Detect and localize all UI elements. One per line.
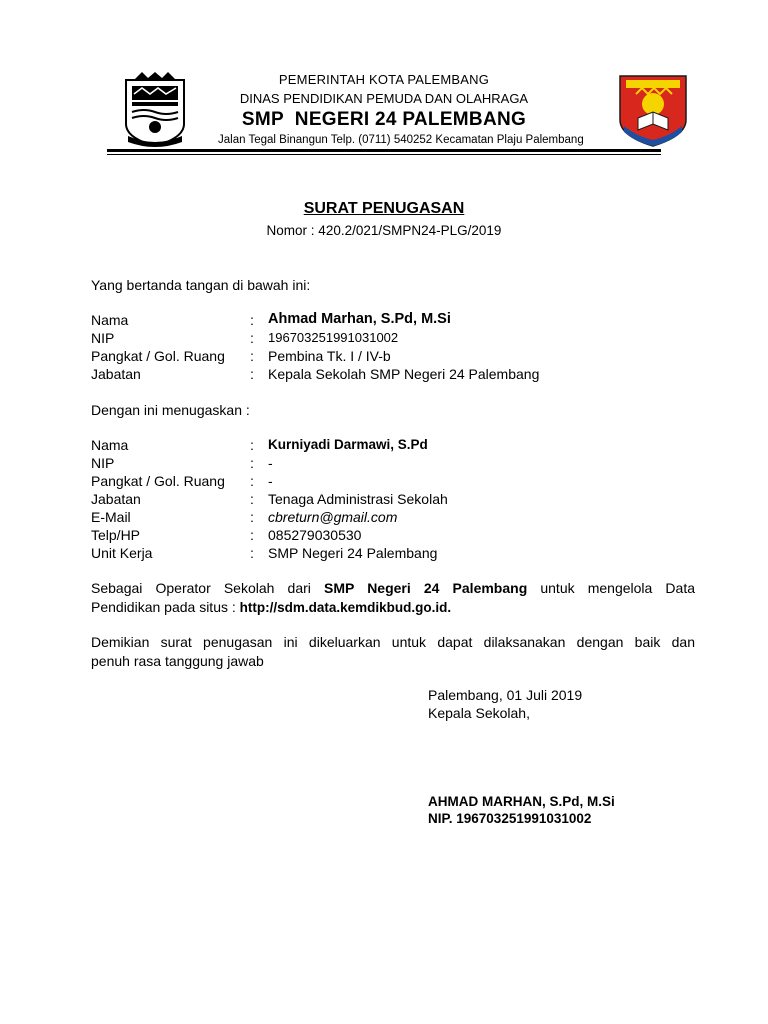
colon: : [250,545,254,561]
assignee-name-label: Nama [91,437,129,453]
letterhead-school-name: SMP NEGERI 24 PALEMBANG [241,109,527,130]
assignee-phone-value: 085279030530 [268,527,362,543]
paragraph-text: Pendidikan pada situs : [91,598,236,615]
assignee-unit-value: SMP Negeri 24 Palembang [268,545,438,561]
closing-paragraph-line: Demikian surat penugasan ini dikeluarkan untuk dapat dilaksanakan dengan baik dan [91,634,695,650]
colon: : [250,366,254,382]
assignee-email-value: cbreturn@gmail.com [268,509,398,525]
assign-intro-text: Dengan ini menugaskan : [91,402,250,418]
colon: : [250,330,254,346]
assignee-phone-label: Telp/HP [91,527,141,543]
colon: : [250,509,254,525]
signer-name-value: Ahmad Marhan, S.Pd, M.Si [268,311,451,327]
document-title: SURAT PENUGASAN [303,200,465,217]
intro-text: Yang bertanda tangan di bawah ini: [91,277,311,293]
colon: : [250,473,254,489]
signature-nip: NIP. 196703251991031002 [428,811,592,826]
assignment-paragraph-line [91,579,695,598]
letterhead-department: DINAS PENDIDIKAN PEMUDA DAN OLAHRAGA [239,91,529,106]
signer-name-label: Nama [91,312,129,328]
signer-position-value: Kepala Sekolah SMP Negeri 24 Palembang [268,366,540,382]
assignee-position-label: Jabatan [91,491,141,507]
colon: : [250,491,254,507]
assignment-paragraph-line [91,598,695,618]
assignee-nip-label: NIP [91,455,115,471]
colon: : [250,455,254,471]
assignee-unit-label: Unit Kerja [91,545,153,561]
colon: : [250,527,254,543]
closing-paragraph [91,633,695,670]
signature-position: Kepala Sekolah, [428,705,530,721]
assignee-rank-label: Pangkat / Gol. Ruang [91,473,225,489]
colon: : [250,348,254,364]
assignee-name-value: Kurniyadi Darmawi, S.Pd [268,437,428,452]
assignee-email-label: E-Mail [91,509,131,525]
signer-rank-label: Pangkat / Gol. Ruang [91,348,225,364]
letterhead-government: PEMERINTAH KOTA PALEMBANG [278,72,490,87]
assignee-position-value: Tenaga Administrasi Sekolah [268,491,448,507]
paragraph-text: untuk mengelola Data [540,580,695,596]
paragraph-text: Sebagai Operator Sekolah dari [91,580,311,596]
assignee-nip-value: - [268,455,273,471]
letterhead-rule-thick [107,149,661,152]
closing-paragraph-line: penuh rasa tanggung jawab [91,652,264,669]
website-url: http://sdm.data.kemdikbud.go.id. [239,599,452,615]
signer-position-label: Jabatan [91,366,141,382]
colon: : [250,312,254,328]
assignment-paragraph [91,579,695,617]
signer-nip-label: NIP [91,330,115,346]
letterhead-rule-thin [107,154,661,155]
school-name-emphasis: SMP Negeri 24 Palembang [324,580,528,596]
colon: : [250,437,254,453]
letterhead-address: Jalan Tegal Binangun Telp. (0711) 540252 Kecamatan Plaju Palembang [218,134,584,146]
document-number: Nomor : 420.2/021/SMPN24-PLG/2019 [266,223,502,238]
signer-nip-value: 196703251991031002 [268,330,399,345]
signature-place-date: Palembang, 01 Juli 2019 [428,687,583,703]
signature-name: AHMAD MARHAN, S.Pd, M.Si [428,794,615,809]
assignee-rank-value: - [268,473,273,489]
signer-rank-value: Pembina Tk. I / IV-b [268,348,391,364]
